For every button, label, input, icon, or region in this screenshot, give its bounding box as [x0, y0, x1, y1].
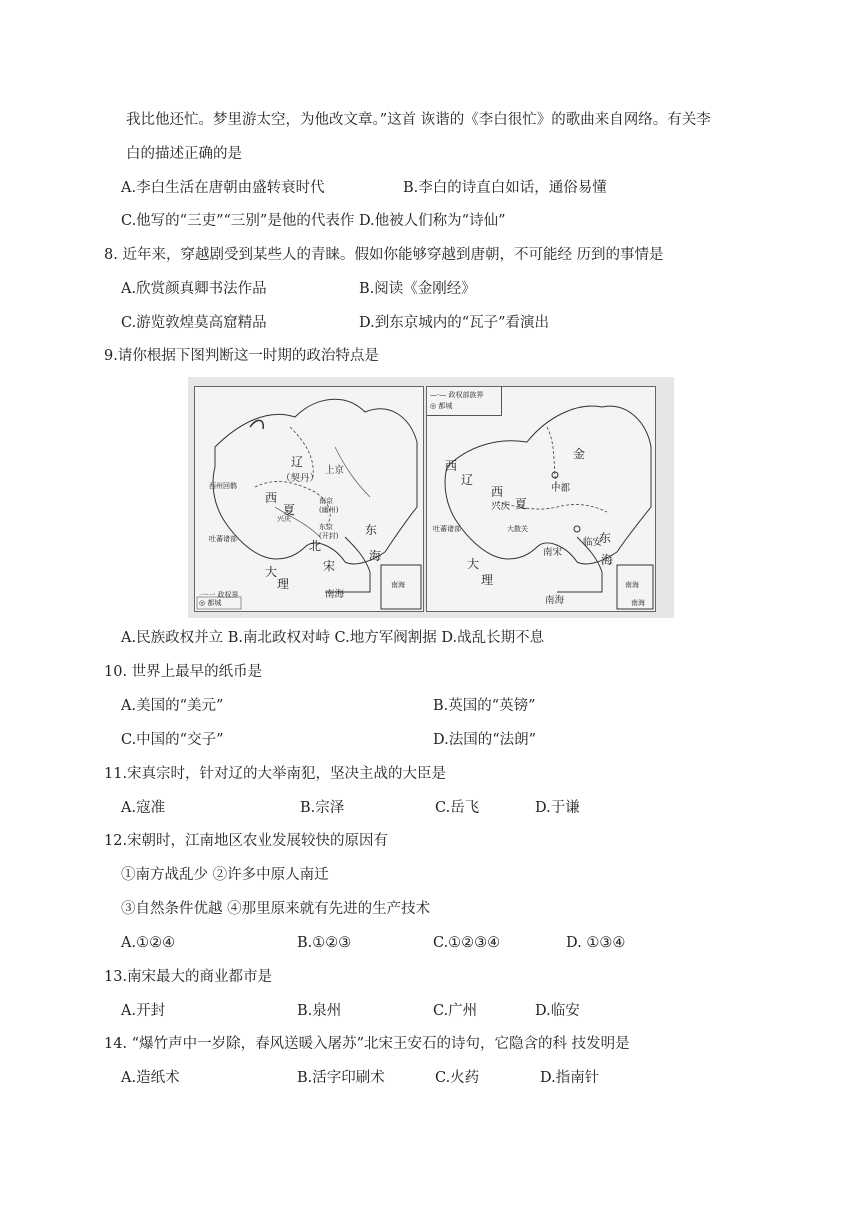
q8-option-d: D.到东京城内的“瓦子”看演出	[359, 315, 550, 331]
q10-option-b: B.英国的“英镑”	[433, 698, 536, 714]
map-left-label-kaifeng: (开封)	[319, 532, 339, 540]
map-left-label-hai: 海	[369, 549, 382, 563]
map-right-label-nanhai: 南海	[545, 595, 565, 606]
q11-option-c: C.岳飞	[435, 800, 480, 816]
map-left-label-li: 理	[277, 577, 290, 591]
map-right-label-dong: 东	[599, 531, 612, 545]
q7-option-c-d: C.他写的“三吏”“三别”是他的代表作 D.他被人们称为“诗仙”	[121, 213, 506, 229]
q10-stem: 10. 世界上最早的纸币是	[104, 664, 263, 680]
q14-option-a: A.造纸术	[121, 1070, 180, 1086]
q10-option-a: A.美国的“美元”	[121, 698, 224, 714]
q12-option-a: A.①②④	[121, 935, 176, 951]
q12-stem: 12.宋朝时，江南地区农业发展较快的原因有	[104, 833, 389, 849]
q9-stem: 9.请你根据下图判断这一时期的政治特点是	[104, 348, 379, 364]
map-right-legend-border: —·— 政权部族界	[430, 391, 484, 399]
map-left-label-nanhai-inset: 南海	[391, 581, 405, 589]
map-left-label-bei: 北	[309, 539, 322, 553]
map-right-label-da: 大	[467, 557, 480, 571]
map-southern-song-jin-xixia	[426, 386, 656, 612]
q7-option-a: A.李白生活在唐朝由盛转衰时代	[121, 180, 325, 196]
q8-option-a: A.欣赏颜真卿书法作品	[121, 281, 267, 297]
map-left-label-xia: 夏	[283, 503, 296, 517]
q13-option-a: A.开封	[121, 1003, 166, 1019]
map-right-label-xi2: 西	[491, 485, 504, 499]
map-left-label-xi: 西	[265, 491, 278, 505]
q13-stem: 13.南宋最大的商业都市是	[104, 969, 273, 985]
q11-option-b: B.宗泽	[300, 800, 345, 816]
map-left-label-xizhou: 西州回鹘	[209, 482, 237, 490]
map-left-label-nanjing: 南京	[319, 497, 333, 505]
map-northern-song-liao-xixia	[194, 386, 424, 612]
map-right-label-xi: 西	[445, 459, 458, 473]
q14-stem: 14. “爆竹声中一岁除，春风送暖入屠苏”北宋王安石的诗句，它隐含的科 技发明是	[104, 1036, 630, 1052]
q8-option-b: B.阅读《金刚经》	[359, 281, 476, 297]
q8-option-c: C.游览敦煌莫高窟精品	[121, 315, 267, 331]
q11-option-a: A.寇准	[121, 800, 166, 816]
map-left-label-dongjing: 东京	[319, 523, 333, 531]
q11-stem: 11.宋真宗时，针对辽的大举南犯，坚决主战的大臣是	[104, 766, 447, 782]
map-right-label-hai: 海	[601, 553, 614, 567]
map-right-legend-capital: ◎ 都城	[430, 402, 453, 410]
q10-option-d: D.法国的“法朗”	[433, 732, 537, 748]
map-right-label-xingqing: 兴庆	[491, 501, 511, 512]
q14-option-b: B.活字印刷术	[297, 1070, 385, 1086]
map-right-label-jin: 金	[573, 447, 586, 461]
q13-option-c: C.广州	[433, 1003, 478, 1019]
q13-option-b: B.泉州	[297, 1003, 342, 1019]
map-left-label-liao: 辽	[291, 455, 304, 469]
map-left-outline	[195, 387, 423, 611]
map-right-label-dasan: 大散关	[507, 525, 528, 533]
map-right-label-nansong: 南宋	[543, 547, 563, 558]
q12-option-d: D. ①③④	[566, 935, 626, 951]
map-left-legend-border: 一·一 政权界	[199, 591, 239, 599]
map-right-label-li: 理	[481, 573, 494, 587]
map-right-label-nanhai-inset: 南海	[625, 581, 639, 589]
map-left-label-song: 宋	[323, 559, 336, 573]
map-left-label-dong: 东	[365, 523, 378, 537]
q14-option-c: C.火药	[435, 1070, 480, 1086]
map-right-label-tufan: 吐蕃诸部	[433, 525, 461, 533]
map-left-label-shangjing: 上京	[325, 465, 345, 476]
q12-option-b: B.①②③	[297, 935, 352, 951]
map-left-label-xingqing: 兴庆	[277, 515, 291, 523]
map-right-label-zhongdu: 中都	[551, 483, 571, 494]
q7-option-b: B.李白的诗直白如话，通俗易懂	[403, 180, 607, 196]
map-right-outline	[427, 387, 655, 611]
map-left-legend-capital: ◎ 都城	[199, 599, 222, 607]
q10-option-c: C.中国的“交子”	[121, 732, 224, 748]
q11-option-d: D.于谦	[535, 800, 580, 816]
map-right-legend	[427, 387, 502, 416]
map-left-label-qidan: （契丹）	[281, 473, 320, 484]
map-left-label-tufan: 吐蕃诸部	[209, 535, 237, 543]
q13-option-d: D.临安	[535, 1003, 580, 1019]
q9-options: A.民族政权并立 B.南北政权对峙 C.地方军阀割据 D.战乱长期不息	[121, 630, 545, 646]
q12-option-c: C.①②③④	[433, 935, 501, 951]
map-left-label-da: 大	[265, 565, 278, 579]
q12-items-1-2: ①南方战乱少 ②许多中原人南迁	[121, 867, 329, 883]
map-right-label-inset-corner: 南海	[631, 599, 645, 607]
q7-stem-line-2: 白的描述正确的是	[126, 146, 242, 162]
q7-stem-line-1: 我比他还忙。梦里游太空，为他改文章。”这首 诙谐的《李白很忙》的歌曲来自网络。有关李	[126, 112, 711, 128]
q14-option-d: D.指南针	[540, 1070, 600, 1086]
q8-stem: 8. 近年来，穿越剧受到某些人的青睐。假如你能够穿越到唐朝，不可能经 历到的事情是	[104, 247, 664, 263]
q12-items-3-4: ③自然条件优越 ④那里原来就有先进的生产技术	[121, 901, 431, 917]
map-right-label-lin-an: 临安	[583, 537, 603, 548]
map-right-label-liao: 辽	[461, 473, 474, 487]
q9-map-figure	[188, 377, 674, 618]
map-left-label-nanhai: 南海	[325, 589, 345, 600]
map-right-label-xia: 夏	[515, 497, 528, 511]
map-left-label-youzhou: (幽州)	[319, 506, 339, 514]
